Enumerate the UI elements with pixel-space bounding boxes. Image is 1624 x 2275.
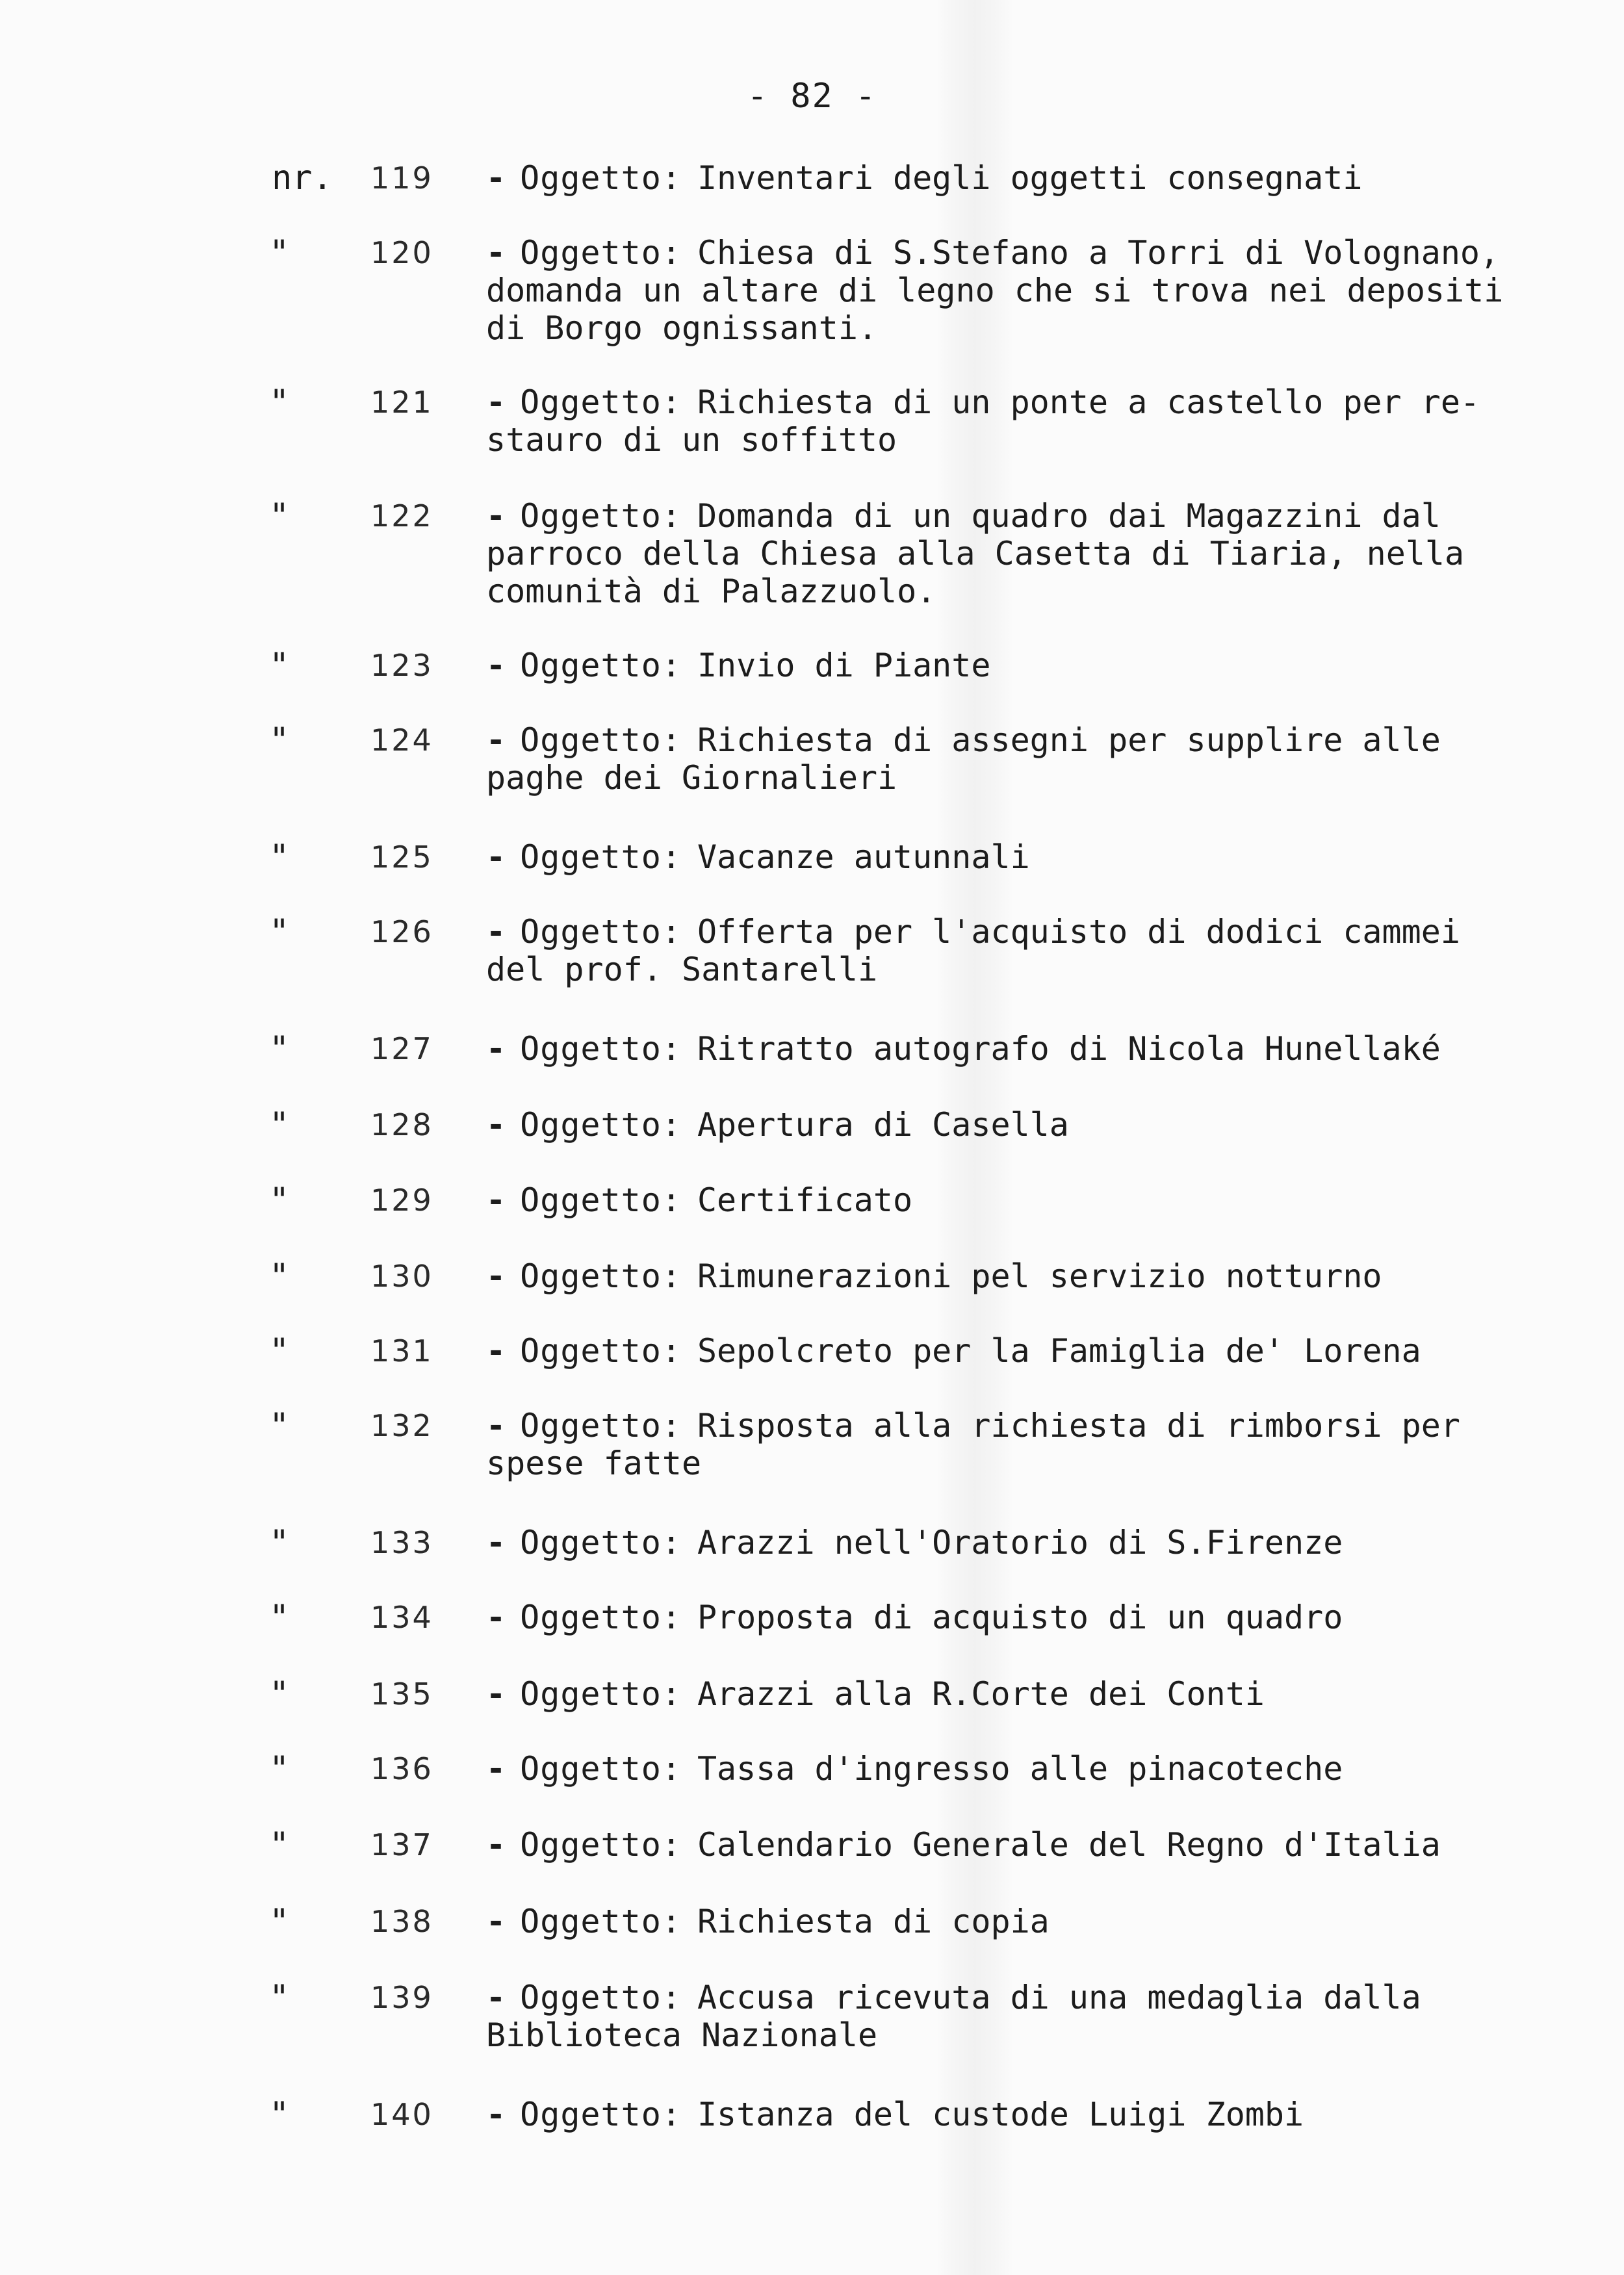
entry-subject: Ritratto autografo di Nicola Hunellaké xyxy=(697,1030,1441,1068)
page-number: - 82 - xyxy=(747,77,877,116)
entry-first-line xyxy=(486,1903,1552,1940)
entry-number: 135 xyxy=(370,1677,433,1712)
oggetto-label: Oggetto: xyxy=(520,1524,682,1562)
entry-number: 119 xyxy=(370,161,433,196)
entry-number: 133 xyxy=(370,1525,433,1560)
entry-number: 120 xyxy=(370,235,433,270)
ditto-mark: " xyxy=(269,1331,290,1370)
oggetto-label: Oggetto: xyxy=(520,647,682,684)
oggetto-label: Oggetto: xyxy=(520,1030,682,1068)
entry-dash: - xyxy=(486,1106,506,1144)
ditto-mark: " xyxy=(269,2095,290,2134)
oggetto-label: Oggetto: xyxy=(520,1257,682,1295)
entry-dash: - xyxy=(486,1332,506,1370)
oggetto-label: Oggetto: xyxy=(520,1826,682,1864)
entry-text xyxy=(486,838,1552,876)
entry-text xyxy=(486,1257,1552,1295)
entry-dash: - xyxy=(486,1524,506,1562)
entry-dash: - xyxy=(486,497,506,535)
entry-first-line xyxy=(486,1675,1552,1713)
entry-number: 125 xyxy=(370,840,433,875)
entry-first-line xyxy=(486,234,1552,272)
entry-dash: - xyxy=(486,383,506,421)
entry-subject: Risposta alla richiesta di rimborsi per xyxy=(697,1407,1460,1445)
entry-text xyxy=(486,721,1552,797)
entry-first-line xyxy=(486,1599,1552,1636)
entry-first-line xyxy=(486,159,1552,197)
ditto-mark: " xyxy=(269,1181,290,1220)
entry-number: 123 xyxy=(370,648,433,683)
ditto-mark: " xyxy=(269,233,290,272)
oggetto-label: Oggetto: xyxy=(520,721,682,759)
entry-number: 136 xyxy=(370,1751,433,1786)
oggetto-label: Oggetto: xyxy=(520,913,682,951)
entry-continuation-line: parroco della Chiesa alla Casetta di Tiaria, nella xyxy=(486,535,1465,572)
entry-dash: - xyxy=(486,1030,506,1068)
entry-dash: - xyxy=(486,234,506,272)
entry-text xyxy=(486,1181,1552,1219)
entry-subject: Rimunerazioni pel servizio notturno xyxy=(697,1257,1382,1295)
entry-number: 138 xyxy=(370,1904,433,1939)
entry-subject: Richiesta di un ponte a castello per re- xyxy=(697,383,1480,421)
entry-first-line xyxy=(486,1257,1552,1295)
entry-text xyxy=(486,234,1552,347)
entry-number: 124 xyxy=(370,723,433,758)
entry-number: 127 xyxy=(370,1031,433,1066)
entry-dash: - xyxy=(486,1903,506,1940)
ditto-mark: " xyxy=(269,1902,290,1941)
entry-text xyxy=(486,159,1552,197)
entry-subject: Proposta di acquisto di un quadro xyxy=(697,1599,1343,1636)
entry-first-line xyxy=(486,1030,1552,1068)
entry-dash: - xyxy=(486,913,506,951)
entry-continuation-line: del prof. Santarelli xyxy=(486,951,878,988)
ditto-mark: " xyxy=(269,496,290,535)
entry-first-line xyxy=(486,1181,1552,1219)
ditto-mark: " xyxy=(269,1029,290,1068)
entry-dash: - xyxy=(486,1979,506,2016)
entry-first-line xyxy=(486,1826,1552,1864)
entry-subject: Sepolcreto per la Famiglia de' Lorena xyxy=(697,1332,1421,1370)
entry-subject: Accusa ricevuta di una medaglia dalla xyxy=(697,1979,1421,2016)
entry-number: 128 xyxy=(370,1107,433,1142)
entry-text xyxy=(486,913,1552,988)
entry-text xyxy=(486,1675,1552,1713)
entry-subject: Offerta per l'acquisto di dodici cammei xyxy=(697,913,1460,951)
entry-subject: Apertura di Casella xyxy=(697,1106,1069,1144)
ditto-mark: " xyxy=(269,646,290,685)
entry-subject: Domanda di un quadro dai Magazzini dal xyxy=(697,497,1441,535)
entry-text xyxy=(486,497,1552,610)
entry-text xyxy=(486,1599,1552,1636)
entry-subject: Calendario Generale del Regno d'Italia xyxy=(697,1826,1441,1864)
entry-subject: Istanza del custode Luigi Zombi xyxy=(697,2096,1304,2133)
entry-dash: - xyxy=(486,1750,506,1788)
entry-text xyxy=(486,1332,1552,1370)
entry-number: 131 xyxy=(370,1333,433,1369)
entry-dash: - xyxy=(486,1257,506,1295)
entry-first-line xyxy=(486,1750,1552,1788)
oggetto-label: Oggetto: xyxy=(520,1750,682,1788)
entry-first-line xyxy=(486,647,1552,684)
entry-number: 126 xyxy=(370,914,433,949)
entry-continuation-line: Biblioteca Nazionale xyxy=(486,2016,878,2054)
entry-number: 139 xyxy=(370,1980,433,2015)
entry-continuation-line: paghe dei Giornalieri xyxy=(486,759,897,797)
entry-first-line xyxy=(486,1407,1552,1445)
oggetto-label: Oggetto: xyxy=(520,1407,682,1445)
entry-subject: Chiesa di S.Stefano a Torri di Volognano, xyxy=(697,234,1500,272)
ditto-mark: " xyxy=(269,1675,290,1714)
entry-number: 130 xyxy=(370,1259,433,1294)
entry-continuation-line: spese fatte xyxy=(486,1445,702,1482)
oggetto-label: Oggetto: xyxy=(520,1903,682,1940)
entry-number: 129 xyxy=(370,1183,433,1218)
entry-first-line xyxy=(486,1524,1552,1562)
ditto-mark: " xyxy=(269,1825,290,1864)
oggetto-label: Oggetto: xyxy=(520,2096,682,2133)
ditto-mark: " xyxy=(269,1978,290,2017)
oggetto-label: Oggetto: xyxy=(520,497,682,535)
entry-first-line xyxy=(486,838,1552,876)
entry-text xyxy=(486,1030,1552,1068)
entry-text xyxy=(486,383,1552,459)
entry-dash: - xyxy=(486,838,506,876)
entry-subject: Vacanze autunnali xyxy=(697,838,1030,876)
entry-text xyxy=(486,1826,1552,1864)
ditto-mark: " xyxy=(269,383,290,422)
entry-number: 137 xyxy=(370,1827,433,1862)
entry-first-line xyxy=(486,1979,1552,2016)
oggetto-label: Oggetto: xyxy=(520,1675,682,1713)
entry-number: 121 xyxy=(370,385,433,420)
entry-subject: Inventari degli oggetti consegnati xyxy=(697,159,1363,197)
oggetto-label: Oggetto: xyxy=(520,1979,682,2016)
entry-subject: Arazzi alla R.Corte dei Conti xyxy=(697,1675,1265,1713)
ditto-mark: " xyxy=(269,912,290,951)
entry-text xyxy=(486,1979,1552,2054)
oggetto-label: Oggetto: xyxy=(520,159,682,197)
oggetto-label: Oggetto: xyxy=(520,1181,682,1219)
entry-number: 122 xyxy=(370,498,433,533)
oggetto-label: Oggetto: xyxy=(520,1106,682,1144)
entry-first-line xyxy=(486,913,1552,951)
entry-first-line xyxy=(486,721,1552,759)
oggetto-label: Oggetto: xyxy=(520,1599,682,1636)
oggetto-label: Oggetto: xyxy=(520,383,682,421)
entry-subject: Certificato xyxy=(697,1181,913,1219)
entry-first-line xyxy=(486,497,1552,535)
entry-text xyxy=(486,1750,1552,1788)
ditto-mark: " xyxy=(269,1749,290,1788)
entry-subject: Invio di Piante xyxy=(697,647,991,684)
entry-number: 134 xyxy=(370,1600,433,1635)
entry-text xyxy=(486,1106,1552,1144)
entry-first-line xyxy=(486,383,1552,421)
entry-dash: - xyxy=(486,721,506,759)
ditto-mark: " xyxy=(269,838,290,877)
entry-continuation-line: di Borgo ognissanti. xyxy=(486,309,878,347)
entry-subject: Arazzi nell'Oratorio di S.Firenze xyxy=(697,1524,1343,1562)
entry-text xyxy=(486,647,1552,684)
entry-dash: - xyxy=(486,1675,506,1713)
ditto-mark: " xyxy=(269,1105,290,1144)
ditto-mark: " xyxy=(269,1598,290,1637)
entry-dash: - xyxy=(486,159,506,197)
ditto-mark: " xyxy=(269,1257,290,1296)
entry-prefix: nr. xyxy=(272,159,333,198)
ditto-mark: " xyxy=(269,1406,290,1445)
entry-subject: Richiesta di assegni per supplire alle xyxy=(697,721,1441,759)
entry-first-line xyxy=(486,1332,1552,1370)
entry-dash: - xyxy=(486,1181,506,1219)
oggetto-label: Oggetto: xyxy=(520,234,682,272)
entry-dash: - xyxy=(486,647,506,684)
entry-first-line xyxy=(486,1106,1552,1144)
ditto-mark: " xyxy=(269,1523,290,1562)
entry-continuation-line: comunità di Palazzuolo. xyxy=(486,572,936,610)
entry-number: 140 xyxy=(370,2097,433,2132)
oggetto-label: Oggetto: xyxy=(520,838,682,876)
entry-number: 132 xyxy=(370,1408,433,1443)
entry-subject: Tassa d'ingresso alle pinacoteche xyxy=(697,1750,1343,1788)
ditto-mark: " xyxy=(269,721,290,760)
entry-dash: - xyxy=(486,1826,506,1864)
oggetto-label: Oggetto: xyxy=(520,1332,682,1370)
entry-dash: - xyxy=(486,1407,506,1445)
entry-text xyxy=(486,1524,1552,1562)
entry-first-line xyxy=(486,2096,1552,2133)
entry-text xyxy=(486,1407,1552,1482)
entry-text xyxy=(486,2096,1552,2133)
entry-text xyxy=(486,1903,1552,1940)
entry-dash: - xyxy=(486,1599,506,1636)
entry-continuation-line: stauro di un soffitto xyxy=(486,421,897,459)
entry-continuation-line: domanda un altare di legno che si trova nei depositi xyxy=(486,272,1504,309)
entry-dash: - xyxy=(486,2096,506,2133)
entry-subject: Richiesta di copia xyxy=(697,1903,1050,1940)
